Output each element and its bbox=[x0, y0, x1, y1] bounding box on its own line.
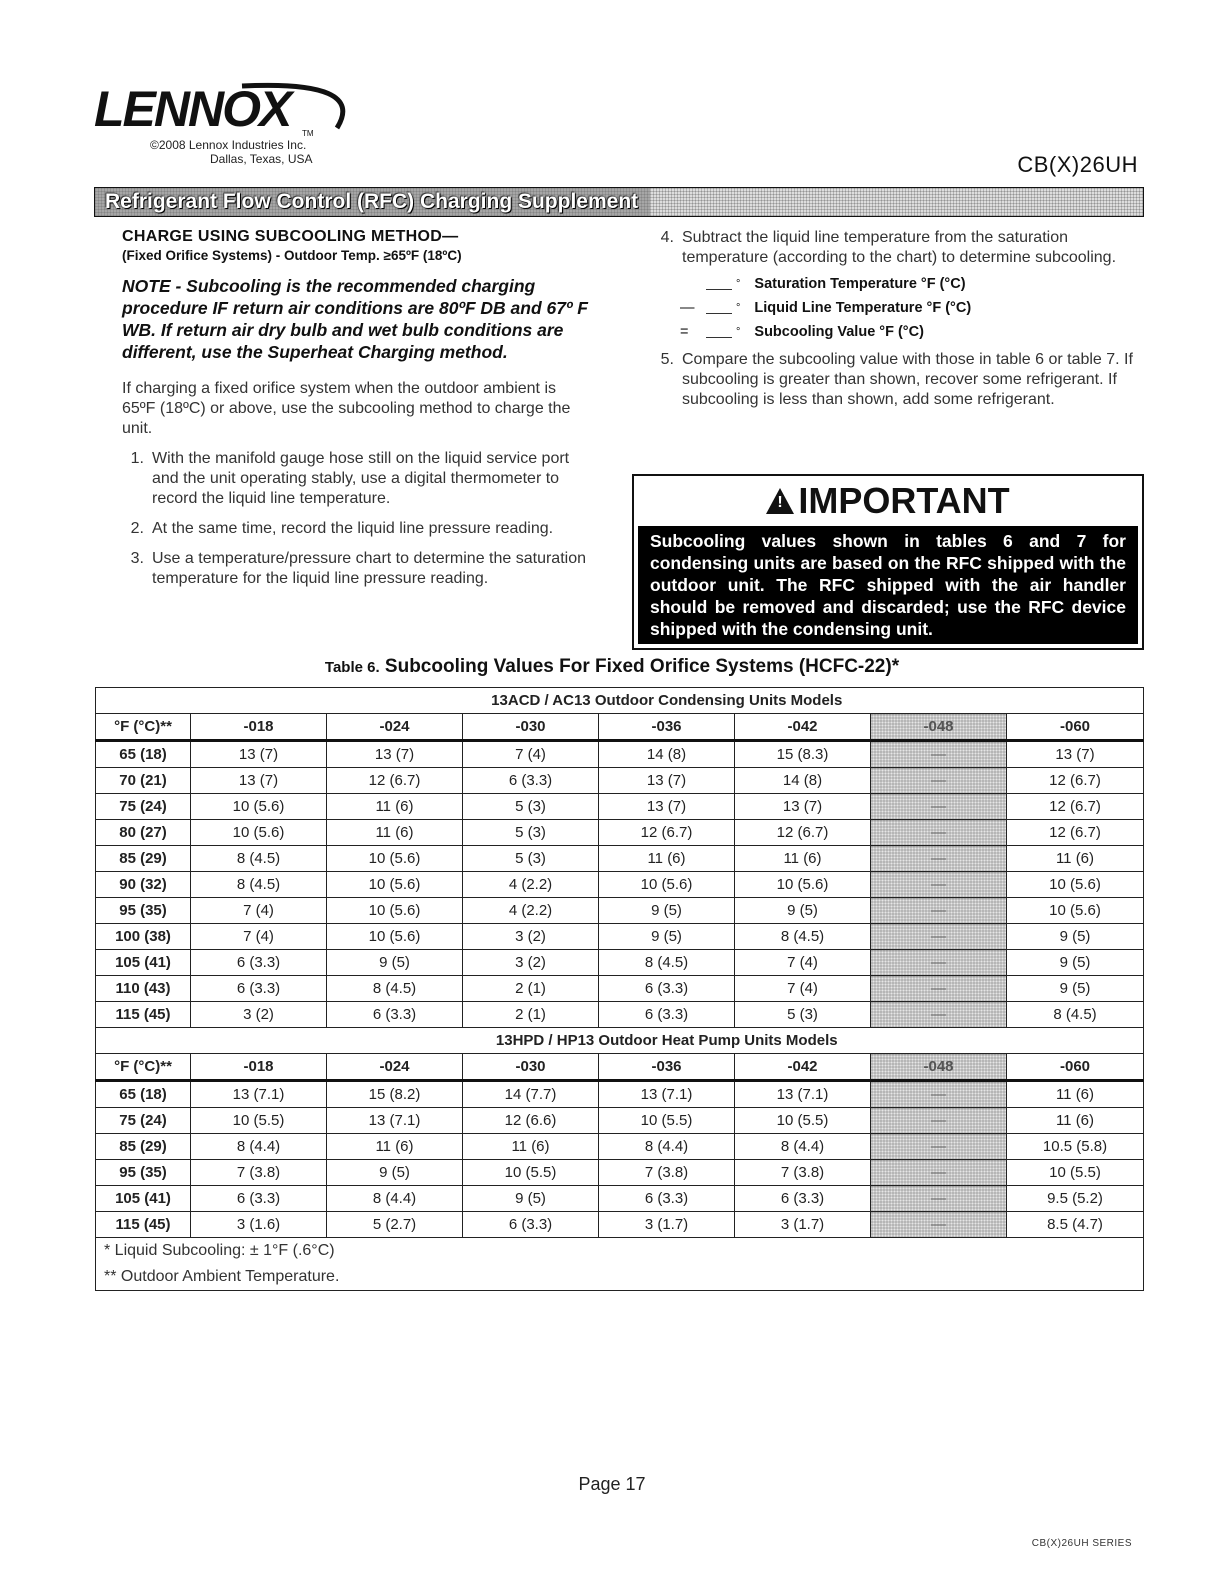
series-label: CB(X)26UH SERIES bbox=[1031, 1538, 1132, 1549]
table-cell: 6 (3.3) bbox=[735, 1186, 871, 1212]
table-cell: 3 (2) bbox=[463, 950, 599, 976]
logo-text: LENNOX bbox=[94, 81, 291, 136]
table-cell: — bbox=[871, 768, 1007, 794]
table-cell: — bbox=[871, 741, 1007, 768]
row-temp-label: 85 (29) bbox=[96, 1134, 191, 1160]
table-cell: 13 (7) bbox=[735, 794, 871, 820]
table-cell: 2 (1) bbox=[463, 1002, 599, 1028]
row-temp-label: 115 (45) bbox=[96, 1002, 191, 1028]
table-cell: 3 (1.7) bbox=[735, 1212, 871, 1238]
svg-text:TM: TM bbox=[302, 129, 314, 136]
table-row bbox=[96, 846, 1144, 872]
table-cell: 10 (5.5) bbox=[599, 1108, 735, 1134]
column-header-row bbox=[96, 1054, 1144, 1081]
table-cell: 8 (4.4) bbox=[735, 1134, 871, 1160]
table-row bbox=[96, 820, 1144, 846]
column-header: -018 bbox=[191, 1054, 327, 1081]
table-cell: — bbox=[871, 846, 1007, 872]
row-temp-label: 95 (35) bbox=[96, 1160, 191, 1186]
table-cell: 14 (7.7) bbox=[463, 1081, 599, 1108]
table-cell: 2 (1) bbox=[463, 976, 599, 1002]
table-cell: — bbox=[871, 1134, 1007, 1160]
table-cell: 3 (1.6) bbox=[191, 1212, 327, 1238]
table-cell: — bbox=[871, 1002, 1007, 1028]
table-cell: 7 (3.8) bbox=[191, 1160, 327, 1186]
table-cell: 15 (8.3) bbox=[735, 741, 871, 768]
lennox-logo bbox=[92, 78, 362, 136]
table-cell: 13 (7) bbox=[599, 794, 735, 820]
table-cell: 7 (4) bbox=[191, 924, 327, 950]
table-cell: 6 (3.3) bbox=[599, 976, 735, 1002]
table-cell: 12 (6.7) bbox=[1007, 820, 1144, 846]
important-box bbox=[632, 474, 1144, 650]
table-cell: 8 (4.4) bbox=[191, 1134, 327, 1160]
table-cell: 8 (4.5) bbox=[1007, 1002, 1144, 1028]
footnote: ** Outdoor Ambient Temperature. bbox=[96, 1264, 1144, 1291]
row-temp-label: 90 (32) bbox=[96, 872, 191, 898]
steps-list-continued bbox=[652, 228, 1142, 268]
table-cell: 6 (3.3) bbox=[599, 1002, 735, 1028]
group-heading-spacer bbox=[96, 688, 191, 714]
table-cell: 10 (5.5) bbox=[463, 1160, 599, 1186]
table-cell: 10 (5.5) bbox=[735, 1108, 871, 1134]
table-label: Table 6. bbox=[324, 659, 380, 676]
list-item: 2. At the same time, record the liquid line pressure reading. bbox=[130, 520, 554, 537]
table-cell: 15 (8.2) bbox=[327, 1081, 463, 1108]
section-subheading: (Fixed Orifice Systems) - Outdoor Temp. ≥65ºF (18ºC) bbox=[122, 248, 462, 263]
column-header: -042 bbox=[735, 1054, 871, 1081]
table-cell: — bbox=[871, 950, 1007, 976]
group-heading-spacer bbox=[96, 1028, 191, 1054]
calc-row-subcooling: = ° Subcooling Value °F (°C) bbox=[680, 324, 924, 340]
table-cell: 13 (7) bbox=[327, 741, 463, 768]
table-row bbox=[96, 1081, 1144, 1108]
table-cell: 10 (5.6) bbox=[599, 872, 735, 898]
table-cell: 9.5 (5.2) bbox=[1007, 1186, 1144, 1212]
table-cell: — bbox=[871, 1160, 1007, 1186]
column-header: -030 bbox=[463, 1054, 599, 1081]
table-cell: 13 (7.1) bbox=[191, 1081, 327, 1108]
table-cell: 6 (3.3) bbox=[191, 1186, 327, 1212]
right-column bbox=[652, 228, 1142, 420]
table-cell: 9 (5) bbox=[735, 898, 871, 924]
footnote: * Liquid Subcooling: ± 1°F (.6°C) bbox=[96, 1238, 1144, 1265]
row-temp-label: 80 (27) bbox=[96, 820, 191, 846]
table-row bbox=[96, 741, 1144, 768]
table-cell: 11 (6) bbox=[1007, 1108, 1144, 1134]
table-cell: 6 (3.3) bbox=[599, 1186, 735, 1212]
table-cell: — bbox=[871, 898, 1007, 924]
steps-list-continued-2 bbox=[652, 350, 1142, 410]
table-cell: 9 (5) bbox=[327, 1160, 463, 1186]
column-header: -024 bbox=[327, 714, 463, 741]
table-cell: 6 (3.3) bbox=[191, 976, 327, 1002]
table-cell: 10.5 (5.8) bbox=[1007, 1134, 1144, 1160]
row-temp-label: 75 (24) bbox=[96, 1108, 191, 1134]
table-cell: 5 (3) bbox=[463, 846, 599, 872]
table-cell: 9 (5) bbox=[463, 1186, 599, 1212]
table-cell: — bbox=[871, 924, 1007, 950]
model-code: CB(X)26UH bbox=[1017, 152, 1138, 177]
table-cell: 10 (5.5) bbox=[1007, 1160, 1144, 1186]
table-cell: 9 (5) bbox=[327, 950, 463, 976]
row-temp-label: 110 (43) bbox=[96, 976, 191, 1002]
table-cell: 12 (6.7) bbox=[599, 820, 735, 846]
table-row bbox=[96, 1160, 1144, 1186]
column-header: -030 bbox=[463, 714, 599, 741]
calc-row-liquid-line: — ° Liquid Line Temperature °F (°C) bbox=[680, 300, 972, 316]
table-cell: 14 (8) bbox=[599, 741, 735, 768]
table-cell: 3 (1.7) bbox=[599, 1212, 735, 1238]
table-cell: 11 (6) bbox=[327, 820, 463, 846]
table-row bbox=[96, 1186, 1144, 1212]
table-cell: 13 (7.1) bbox=[327, 1108, 463, 1134]
temp-column-header: °F (°C)** bbox=[96, 714, 191, 741]
table-cell: 12 (6.7) bbox=[735, 820, 871, 846]
table-cell: — bbox=[871, 1081, 1007, 1108]
table-cell: 14 (8) bbox=[735, 768, 871, 794]
table-cell: 6 (3.3) bbox=[327, 1002, 463, 1028]
temp-column-header: °F (°C)** bbox=[96, 1054, 191, 1081]
table-cell: 7 (4) bbox=[191, 898, 327, 924]
section-banner bbox=[94, 187, 1144, 217]
column-header: -042 bbox=[735, 714, 871, 741]
table-caption: Subcooling Values For Fixed Orifice Systems (HCFC-22)* bbox=[384, 656, 900, 677]
table-cell: 7 (4) bbox=[735, 950, 871, 976]
table-cell: 8.5 (4.7) bbox=[1007, 1212, 1144, 1238]
table-cell: 8 (4.5) bbox=[735, 924, 871, 950]
table-cell: 10 (5.6) bbox=[1007, 898, 1144, 924]
row-temp-label: 65 (18) bbox=[96, 741, 191, 768]
table-title bbox=[0, 656, 1224, 678]
table-row bbox=[96, 1108, 1144, 1134]
important-body: Subcooling values shown in tables 6 and 7 for condensing units are based on the RFC shipped with the outdoor unit. The RFC shipped with the air handler should be removed and discarded; use the RFC device shipped with the condensing unit. bbox=[638, 526, 1138, 644]
section-heading: CHARGE USING SUBCOOLING METHOD— bbox=[122, 228, 459, 245]
table-cell: 6 (3.3) bbox=[463, 768, 599, 794]
warning-icon bbox=[766, 488, 794, 514]
column-header: -036 bbox=[599, 1054, 735, 1081]
important-title: !IMPORTANT bbox=[634, 479, 1142, 523]
column-header: -036 bbox=[599, 714, 735, 741]
table-cell: 10 (5.6) bbox=[1007, 872, 1144, 898]
row-temp-label: 70 (21) bbox=[96, 768, 191, 794]
table-cell: 10 (5.6) bbox=[327, 846, 463, 872]
column-header: -018 bbox=[191, 714, 327, 741]
table-cell: 11 (6) bbox=[1007, 846, 1144, 872]
table-cell: 13 (7) bbox=[191, 768, 327, 794]
table-cell: 9 (5) bbox=[1007, 976, 1144, 1002]
table-cell: 8 (4.5) bbox=[599, 950, 735, 976]
table-row bbox=[96, 976, 1144, 1002]
group-heading: 13ACD / AC13 Outdoor Condensing Units Models bbox=[191, 688, 1144, 714]
table-row bbox=[96, 924, 1144, 950]
table-cell: 7 (3.8) bbox=[599, 1160, 735, 1186]
group-heading-row bbox=[96, 688, 1144, 714]
row-temp-label: 65 (18) bbox=[96, 1081, 191, 1108]
column-header-row bbox=[96, 714, 1144, 741]
page-number: Page 17 bbox=[578, 1474, 646, 1494]
row-temp-label: 100 (38) bbox=[96, 924, 191, 950]
table-cell: 12 (6.7) bbox=[327, 768, 463, 794]
list-item: 1. With the manifold gauge hose still on the liquid service port and the unit operating stably, use a digital thermometer to record the liquid line temperature. bbox=[130, 450, 570, 507]
table-cell: 12 (6.7) bbox=[1007, 768, 1144, 794]
table-cell: 4 (2.2) bbox=[463, 898, 599, 924]
table-cell: 13 (7.1) bbox=[735, 1081, 871, 1108]
table-row bbox=[96, 1134, 1144, 1160]
row-temp-label: 105 (41) bbox=[96, 950, 191, 976]
table-cell: 7 (4) bbox=[463, 741, 599, 768]
table-cell: 9 (5) bbox=[1007, 924, 1144, 950]
table-cell: 6 (3.3) bbox=[191, 950, 327, 976]
left-column bbox=[122, 228, 592, 599]
table-cell: 9 (5) bbox=[1007, 950, 1144, 976]
table-cell: 12 (6.7) bbox=[1007, 794, 1144, 820]
table-row bbox=[96, 872, 1144, 898]
group-heading-row bbox=[96, 1028, 1144, 1054]
row-temp-label: 85 (29) bbox=[96, 846, 191, 872]
steps-list bbox=[122, 449, 592, 589]
table-row bbox=[96, 768, 1144, 794]
table-cell: 12 (6.6) bbox=[463, 1108, 599, 1134]
subcooling-table bbox=[95, 687, 1144, 1291]
table-cell: 13 (7) bbox=[1007, 741, 1144, 768]
table-cell: 5 (3) bbox=[463, 820, 599, 846]
row-temp-label: 95 (35) bbox=[96, 898, 191, 924]
list-item: 5. Compare the subcooling value with those in table 6 or table 7. If subcooling is greater than shown, recover some refrigerant. If subcooling is less than shown, add some refrigerant. bbox=[660, 351, 1133, 408]
table-cell: 11 (6) bbox=[327, 794, 463, 820]
subcooling-calculation bbox=[680, 272, 1142, 344]
table-cell: 13 (7.1) bbox=[599, 1081, 735, 1108]
list-item: 4. Subtract the liquid line temperature from the saturation temperature (according to the chart) to determine subcooling. bbox=[660, 229, 1117, 266]
table-cell: 5 (3) bbox=[463, 794, 599, 820]
table-cell: 8 (4.5) bbox=[327, 976, 463, 1002]
table-cell: 6 (3.3) bbox=[463, 1212, 599, 1238]
note-text: NOTE - Subcooling is the recommended charging procedure IF return air conditions are 80ºF DB and 67º F WB. If return air dry bulb and wet bulb conditions are different, use the Superheat Charging method. bbox=[122, 276, 588, 362]
table-cell: 8 (4.5) bbox=[191, 846, 327, 872]
footnote-row bbox=[96, 1264, 1144, 1291]
table-cell: 10 (5.6) bbox=[327, 872, 463, 898]
table-cell: 10 (5.6) bbox=[191, 820, 327, 846]
calc-row-saturation: ° Saturation Temperature °F (°C) bbox=[680, 272, 1142, 296]
table-cell: — bbox=[871, 1212, 1007, 1238]
table-cell: 11 (6) bbox=[1007, 1081, 1144, 1108]
table-cell: 4 (2.2) bbox=[463, 872, 599, 898]
table-row bbox=[96, 1002, 1144, 1028]
table-cell: 8 (4.5) bbox=[191, 872, 327, 898]
row-temp-label: 75 (24) bbox=[96, 794, 191, 820]
table-row bbox=[96, 1212, 1144, 1238]
column-header: -048 bbox=[871, 714, 1007, 741]
table-cell: — bbox=[871, 976, 1007, 1002]
table-cell: 3 (2) bbox=[191, 1002, 327, 1028]
table-cell: 7 (4) bbox=[735, 976, 871, 1002]
table-cell: 3 (2) bbox=[463, 924, 599, 950]
table-cell: 11 (6) bbox=[327, 1134, 463, 1160]
table-cell: — bbox=[871, 1186, 1007, 1212]
column-header: -048 bbox=[871, 1054, 1007, 1081]
table-cell: 10 (5.6) bbox=[735, 872, 871, 898]
column-header: -024 bbox=[327, 1054, 463, 1081]
footnote-row bbox=[96, 1238, 1144, 1265]
table-cell: 10 (5.6) bbox=[327, 924, 463, 950]
copyright-block bbox=[150, 138, 313, 166]
table-cell: 13 (7) bbox=[599, 768, 735, 794]
table-cell: — bbox=[871, 872, 1007, 898]
table-cell: 13 (7) bbox=[191, 741, 327, 768]
table-cell: 7 (3.8) bbox=[735, 1160, 871, 1186]
location-text: Dallas, Texas, USA bbox=[210, 152, 313, 166]
table-cell: 8 (4.4) bbox=[327, 1186, 463, 1212]
table-cell: 11 (6) bbox=[735, 846, 871, 872]
table-cell: — bbox=[871, 820, 1007, 846]
table-cell: 5 (3) bbox=[735, 1002, 871, 1028]
table-cell: 8 (4.4) bbox=[599, 1134, 735, 1160]
column-header: -060 bbox=[1007, 714, 1144, 741]
copyright-text: ©2008 Lennox Industries Inc. bbox=[150, 138, 307, 152]
table-cell: — bbox=[871, 1108, 1007, 1134]
table-cell: 11 (6) bbox=[599, 846, 735, 872]
table-row bbox=[96, 898, 1144, 924]
table-row bbox=[96, 950, 1144, 976]
table-cell: 11 (6) bbox=[463, 1134, 599, 1160]
row-temp-label: 115 (45) bbox=[96, 1212, 191, 1238]
table-row bbox=[96, 794, 1144, 820]
intro-paragraph: If charging a fixed orifice system when the outdoor ambient is 65ºF (18ºC) or above, use the subcooling method to charge the unit. bbox=[122, 380, 571, 437]
table-cell: 10 (5.6) bbox=[327, 898, 463, 924]
list-item: 3. Use a temperature/pressure chart to determine the saturation temperature for the liquid line pressure reading. bbox=[130, 550, 586, 587]
row-temp-label: 105 (41) bbox=[96, 1186, 191, 1212]
banner-title: Refrigerant Flow Control (RFC) Charging Supplement bbox=[95, 188, 650, 216]
table-cell: 9 (5) bbox=[599, 924, 735, 950]
table-cell: 5 (2.7) bbox=[327, 1212, 463, 1238]
group-heading: 13HPD / HP13 Outdoor Heat Pump Units Models bbox=[191, 1028, 1144, 1054]
table-cell: — bbox=[871, 794, 1007, 820]
table-cell: 10 (5.5) bbox=[191, 1108, 327, 1134]
table-cell: 10 (5.6) bbox=[191, 794, 327, 820]
column-header: -060 bbox=[1007, 1054, 1144, 1081]
table-cell: 9 (5) bbox=[599, 898, 735, 924]
